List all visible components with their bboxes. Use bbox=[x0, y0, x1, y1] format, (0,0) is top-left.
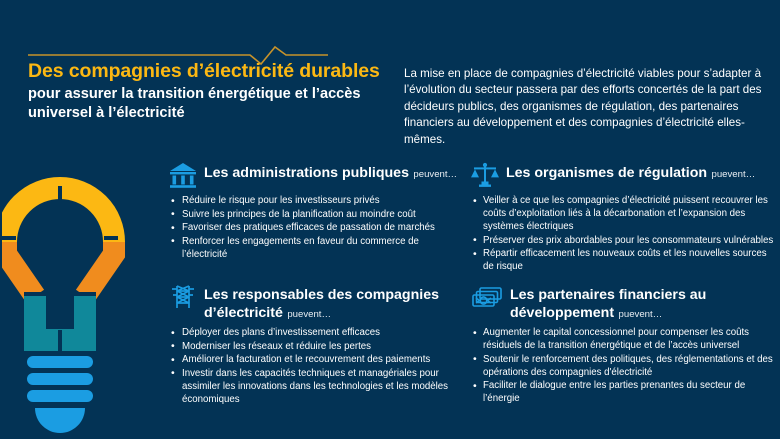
section-header bbox=[168, 160, 464, 190]
section-header bbox=[470, 282, 776, 322]
bullet-list bbox=[168, 194, 464, 261]
section-heading-text bbox=[204, 160, 457, 182]
section-title: Les administrations publiques bbox=[204, 165, 409, 181]
section-title: Les responsables des compagnies d’électricité bbox=[204, 287, 439, 322]
list-item: • Préserver des prix abordables pour les consommateurs vulnérables bbox=[470, 234, 776, 247]
list-item: • Veiller à ce que les compagnies d’électricité puissent recouvrer les coûts d’exploitation liés à la décarbonation et l’expansion des systèmes électriques bbox=[470, 194, 776, 233]
list-item: • Suivre les principes de la planification au moindre coût bbox=[168, 208, 464, 221]
section-suffix: puevent… bbox=[287, 309, 332, 321]
list-item: • Soutenir le renforcement des politiques, des réglementations et des opérations des compagnies d'électricité bbox=[470, 353, 776, 379]
list-item: • Réduire le risque pour les investisseurs privés bbox=[168, 194, 464, 207]
section-heading-text bbox=[510, 282, 776, 322]
section-title: Les organismes de régulation bbox=[506, 165, 708, 181]
banknotes-icon bbox=[470, 282, 504, 312]
list-item: • Moderniser les réseaux et réduire les pertes bbox=[168, 340, 464, 353]
section-suffix: peuvent… bbox=[413, 169, 458, 180]
scales-icon bbox=[470, 160, 500, 190]
bullet-list bbox=[168, 326, 464, 406]
bullet-list bbox=[470, 326, 776, 405]
section-suffix: puevent… bbox=[618, 309, 663, 321]
bank-icon bbox=[168, 160, 198, 190]
page-subtitle: pour assurer la transition énergétique et l’accès universel à l’électricité bbox=[28, 86, 361, 122]
section-suffix: puevent… bbox=[711, 169, 756, 180]
section-title: Les partenaires financiers au développement bbox=[510, 287, 707, 322]
section-partenaires bbox=[470, 282, 776, 406]
section-responsables bbox=[168, 282, 464, 406]
list-item: • Améliorer la facturation et le recouvrement des paiements bbox=[168, 353, 464, 366]
section-heading-text bbox=[204, 282, 464, 322]
section-regulation bbox=[470, 160, 776, 274]
list-item: • Investir dans les capacités techniques et managériales pour assimiler les innovations dans les technologies et les modèles économiques bbox=[168, 367, 464, 406]
page-title: Des compagnies d’électricité durables bbox=[28, 60, 380, 82]
section-heading-text bbox=[506, 160, 755, 182]
list-item: • Augmenter le capital concessionnel pour compenser les coûts résiduels de la transition énergétique et de l’accès universel bbox=[470, 326, 776, 352]
list-item: • Répartir efficacement les nouveaux coûts et les nouvelles sources de risque bbox=[470, 247, 776, 273]
lightbulb-icon bbox=[2, 168, 162, 433]
section-administrations bbox=[168, 160, 464, 261]
power-pylon-icon bbox=[168, 282, 198, 312]
section-header bbox=[168, 282, 464, 322]
section-header bbox=[470, 160, 776, 190]
intro-paragraph: La mise en place de compagnies d’électricité viables pour s’adapter à l’évolution du secteur passera par des efforts concertés de la part des décideurs publics, des organismes de régulation, des partenaires financiers au développement et des compagnies d’électricité elles-mêmes. bbox=[404, 67, 762, 146]
list-item: • Faciliter le dialogue entre les parties prenantes du secteur de l’énergie bbox=[470, 379, 776, 405]
bullet-list bbox=[470, 194, 776, 273]
list-item: • Favoriser des pratiques efficaces de passation de marchés bbox=[168, 221, 464, 234]
list-item: • Déployer des plans d’investissement efficaces bbox=[168, 326, 464, 339]
list-item: • Renforcer les engagements en faveur du commerce de l’électricité bbox=[168, 235, 464, 261]
